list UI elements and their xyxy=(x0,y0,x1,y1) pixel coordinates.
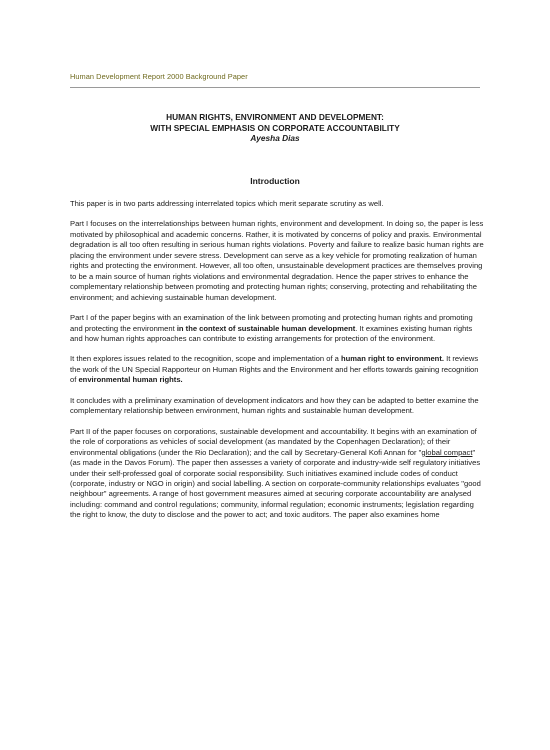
author-name: Ayesha Dias xyxy=(250,133,300,144)
paragraph-3 xyxy=(70,313,484,344)
title-line-1: HUMAN RIGHTS, ENVIRONMENT AND DEVELOPMENT: xyxy=(166,112,384,122)
body-text xyxy=(70,199,484,531)
global-compact-term: global compact xyxy=(421,447,473,457)
emphasis-right-to-environment: human right to environment. xyxy=(341,354,444,364)
emphasis-sustainable-development: in the context of sustainable human development xyxy=(176,323,356,333)
paragraph-1: This paper is in two parts addressing interrelated topics which merit separate scrutiny as well. xyxy=(70,199,384,208)
paragraph-2: Part I focuses on the interrelationships between human rights, environment and development. In doing so, the paper is less motivated by philosophical and academic concerns. Rather, it is motivated by concerns of policy and praxis. Environmental degradation is all too often resulting in serious human rights violations. Poverty and failure to realize basic human rights are placing the environment under severe stress. Development can serve as a key vehicle for promoting realization of human rights and protecting the environment. However, all too often, unsustainable development practices are themselves proving to be a main source of human rights violations and environmental degradation. Hence the paper strives to enhance the complementary relationship between promoting and protecting human rights; conserving, protecting and rehabilitating the environment; and achieving sustainable human development. xyxy=(70,219,484,302)
paragraph-4 xyxy=(70,354,484,385)
report-label: Human Development Report 2000 Background Paper xyxy=(70,72,248,81)
title-block xyxy=(70,112,480,144)
paragraph-6-text-cont: " (as made in the Davos Forum). The paper then assesses a variety of corporate and industry-wide self regulatory initiatives under their self-professed goal of corporate social responsibility. Such initiatives examined include codes of conduct (corporate, industry or NGO in origin) and social labelling. A section on corporate-community relationships evaluates "good neighbour" agreements. A range of host government measures aimed at securing corporate accountability are analysed including: command and control regulations; community, informal regulation; economic instruments; legislation regarding the right to know, the duty to disclose and the power to act; and toxic auditors. The paper also examines home xyxy=(70,447,481,520)
paragraph-6-text: Part II of the paper focuses on corporations, sustainable development and accountability. It begins with an examination of the role of corporations as vehicles of social development (as mandated by the Copenhagen Declaration); of their environmental obligations (under the Rio Declaration); and the call by Secretary-General Kofi Annan for " xyxy=(70,426,477,457)
title-line-2: WITH SPECIAL EMPHASIS ON CORPORATE ACCOUNTABILITY xyxy=(150,122,400,133)
paragraph-6 xyxy=(70,427,484,521)
section-heading: Introduction xyxy=(250,176,300,186)
paragraph-4-text: It then explores issues related to the recognition, scope and implementation of a xyxy=(70,354,342,364)
paragraph-3-text: Part I of the paper begins with an examination of the link between promoting and protecting human rights and promoting and protecting the environment xyxy=(70,313,473,333)
paragraph-5: It concludes with a preliminary examination of development indicators and how they can be adapted to better examine the complementary relationship between environment, human rights and sustainable human development. xyxy=(70,395,479,416)
header-divider xyxy=(70,87,480,88)
paragraph-4-text-cont: It reviews the work of the UN Special Rapporteur on Human Rights and the Environment and her efforts towards gaining recognition of xyxy=(70,354,479,385)
emphasis-environmental-human-rights: environmental human rights. xyxy=(78,375,183,385)
paragraph-3-text-cont: . It examines existing human rights and how human rights approaches can contribute to existing arrangements for protection of the environment. xyxy=(70,323,473,343)
